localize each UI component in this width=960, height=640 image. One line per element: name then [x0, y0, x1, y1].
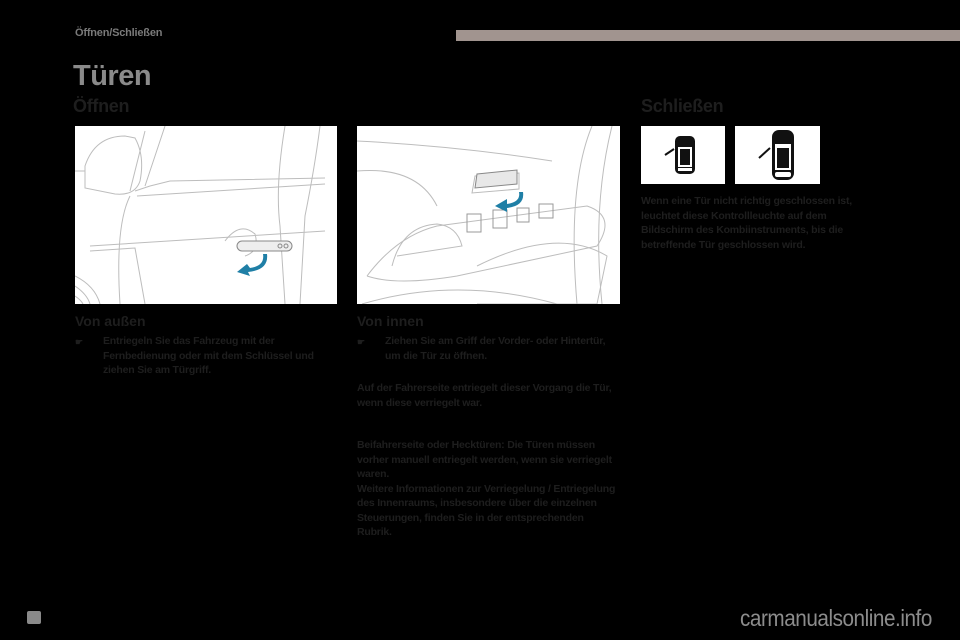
more-info-note: Weitere Informationen zur Verriegelung / Entriegelung des Innenraums, insbesondere über die einzelnen Steuerungen, finden Sie in der entsprechenden Rubrik.: [357, 482, 616, 538]
door-open-warning-icon-large: [756, 128, 800, 182]
exterior-door-illustration: [75, 126, 337, 304]
pointing-hand-icon: ☛: [75, 337, 83, 347]
door-open-warning-icon-small: [663, 133, 703, 177]
running-head: Öffnen/Schließen: [75, 27, 163, 39]
subsection-title-outside: Von außen: [75, 313, 146, 329]
bullet-outside: [75, 334, 335, 378]
warning-light-box-large: [735, 126, 820, 184]
bullet-inside-text: Ziehen Sie am Griff der Vorder- oder Hintertür, um die Tür zu öffnen.: [385, 335, 606, 362]
passenger-side-note-line: Beifahrerseite oder Hecktüren: Die Türen müssen vorher manuell entriegelt werden, wenn sie verriegelt waren.: [357, 439, 612, 480]
header-bar: [456, 30, 960, 41]
driver-side-note: Auf der Fahrerseite entriegelt dieser Vorgang die Tür, wenn diese verriegelt war.: [357, 382, 612, 409]
page-title: Türen: [73, 60, 152, 92]
passenger-side-note: [357, 438, 619, 540]
interior-door-illustration: [357, 126, 620, 304]
exterior-door-handle-illustration-icon: [75, 126, 337, 304]
section-title-close: Schließen: [641, 96, 724, 116]
section-title-open: Öffnen: [73, 96, 130, 116]
bullet-inside: [357, 334, 612, 363]
watermark[interactable]: carmanualsonline.info: [740, 605, 932, 631]
bullet-outside-text: Entriegeln Sie das Fahrzeug mit der Fernbedienung oder mit dem Schlüssel und ziehen Sie am Türgriff.: [103, 335, 314, 376]
warning-light-box-small: [641, 126, 725, 184]
close-warning-text: Wenn eine Tür nicht richtig geschlossen ist, leuchtet diese Kontrollleuchte auf dem Bildschirm des Kombiinstruments, bis die betreffende Tür geschlossen wird.: [641, 195, 852, 251]
interior-door-handle-illustration-icon: [357, 126, 620, 304]
subsection-title-inside: Von innen: [357, 313, 424, 329]
page-number: 6: [27, 611, 41, 624]
pointing-hand-icon: ☛: [357, 337, 365, 347]
